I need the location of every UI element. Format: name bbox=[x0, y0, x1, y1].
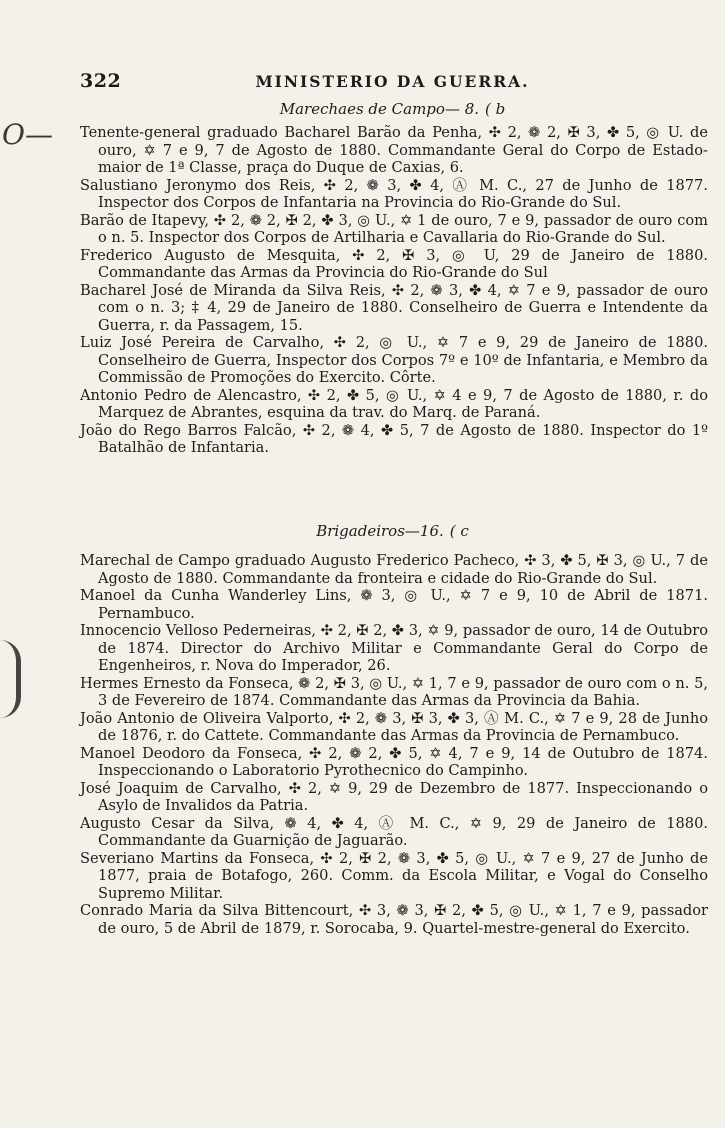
page-number: 322 bbox=[80, 70, 122, 92]
list-item: Marechal de Campo graduado Augusto Frederico Pacheco, ✣ 3, ✤ 5, ✠ 3, ◎ U., 7 de Agosto de 1880. Commandante da fronteira e cidade do Rio-Grande do Sul. bbox=[80, 552, 708, 587]
section-heading-marechaes bbox=[80, 100, 705, 118]
list-item: Bacharel José de Miranda da Silva Reis, ✣ 2, ❁ 3, ✤ 4, ✡ 7 e 9, passador de ouro com o n. 3; ‡ 4, 29 de Janeiro de 1880. Conselheiro de Guerra e Intendente da Guerra, r. da Passagem, 15. bbox=[80, 281, 708, 334]
entry-list-brigadeiros bbox=[80, 552, 708, 937]
list-item: Frederico Augusto de Mesquita, ✣ 2, ✠ 3, ◎ U, 29 de Janeiro de 1880. Commandante das Armas da Provincia do Rio-Grande do Sul bbox=[80, 246, 708, 281]
list-item: Innocencio Velloso Pederneiras, ✣ 2, ✠ 2, ✤ 3, ✡ 9, passador de ouro, 14 de Outubro de 1874. Director do Archivo Militar e Commandante Geral do Corpo de Engenheiros, r. Nova do Imperador, 26. bbox=[80, 622, 708, 674]
section-heading-text: Brigadeiros—16. bbox=[316, 522, 444, 540]
section-heading-brigadeiros bbox=[80, 522, 705, 540]
list-item: Conrado Maria da Silva Bittencourt, ✣ 3, ❁ 3, ✠ 2, ✤ 5, ◎ U., ✡ 1, 7 e 9, passador de ouro, 5 de Abril de 1879, r. Sorocaba, 9. Quartel-mestre-general do Exercito. bbox=[80, 902, 708, 937]
margin-annotation: O— bbox=[2, 118, 53, 151]
list-item: João do Rego Barros Falcão, ✣ 2, ❁ 4, ✤ 5, 7 de Agosto de 1880. Inspector do 1º Batalhão de Infantaria. bbox=[80, 421, 708, 456]
list-item: Barão de Itapevy, ✣ 2, ❁ 2, ✠ 2, ✤ 3, ◎ U., ✡ 1 de ouro, 7 e 9, passador de ouro com o n. 5. Inspector dos Corpos de Artilharia e Cavallaria do Rio-Grande do Sul. bbox=[80, 211, 708, 246]
list-item: Severiano Martins da Fonseca, ✣ 2, ✠ 2, ❁ 3, ✤ 5, ◎ U., ✡ 7 e 9, 27 de Junho de 1877, praia de Botafogo, 260. Comm. da Escola Militar, e Vogal do Conselho Supremo Militar. bbox=[80, 849, 708, 902]
list-item: João Antonio de Oliveira Valporto, ✣ 2, ❁ 3, ✠ 3, ✤ 3, Ⓐ M. C., ✡ 7 e 9, 28 de Junho de 1876, r. do Cattete. Commandante das Armas da Provincia de Pernambuco. bbox=[80, 709, 708, 744]
list-item: Manoel da Cunha Wanderley Lins, ❁ 3, ◎ U., ✡ 7 e 9, 10 de Abril de 1871. Pernambuco. bbox=[80, 587, 708, 622]
list-item: Augusto Cesar da Silva, ❁ 4, ✤ 4, Ⓐ M. C., ✡ 9, 29 de Janeiro de 1880. Commandante da Guarnição de Jaguarão. bbox=[80, 814, 708, 849]
list-item: Antonio Pedro de Alencastro, ✣ 2, ✤ 5, ◎ U., ✡ 4 e 9, 7 de Agosto de 1880, r. do Marquez de Abrantes, esquina da trav. do Marq. de Paraná. bbox=[80, 386, 708, 421]
list-item: Hermes Ernesto da Fonseca, ❁ 2, ✠ 3, ◎ U., ✡ 1, 7 e 9, passador de ouro com o n. 5, 3 de Fevereiro de 1874. Commandante das Armas da Provincia da Bahia. bbox=[80, 674, 708, 709]
entry-list-marechaes bbox=[80, 124, 708, 457]
page-header bbox=[80, 70, 705, 94]
heading-annotation: ( c bbox=[449, 522, 469, 540]
list-item: Luiz José Pereira de Carvalho, ✣ 2, ◎ U., ✡ 7 e 9, 29 de Janeiro de 1880. Conselheiro de Guerra, Inspector dos Corpos 7º e 10º de Infantaria, e Membro da Commissão de Promoções do Exercito. Côrte. bbox=[80, 334, 708, 386]
section-heading-text: Marechaes de Campo— 8. bbox=[279, 100, 480, 118]
list-item: José Joaquim de Carvalho, ✣ 2, ✡ 9, 29 de Dezembro de 1877. Inspeccionando o Asylo de Invalidos da Patria. bbox=[80, 779, 708, 814]
list-item: Salustiano Jeronymo dos Reis, ✣ 2, ❁ 3, ✤ 4, Ⓐ M. C., 27 de Junho de 1877. Inspector dos Corpos de Infantaria na Provincia do Rio-Grande do Sul. bbox=[80, 176, 708, 211]
list-item: Tenente-general graduado Bacharel Barão da Penha, ✣ 2, ❁ 2, ✠ 3, ✤ 5, ◎ U. de ouro, ✡ 7 e 9, 7 de Agosto de 1880. Commandante Geral do Corpo de Estado-maior de 1ª Classe, praça do Duque de Caxias, 6. bbox=[80, 124, 708, 176]
binding-shadow bbox=[0, 640, 21, 718]
list-item: Manoel Deodoro da Fonseca, ✣ 2, ❁ 2, ✤ 5, ✡ 4, 7 e 9, 14 de Outubro de 1874. Inspeccionando o Laboratorio Pyrothecnico do Campinho. bbox=[80, 744, 708, 779]
running-title: MINISTERIO DA GUERRA. bbox=[255, 72, 530, 91]
heading-annotation: ( b bbox=[485, 100, 506, 118]
